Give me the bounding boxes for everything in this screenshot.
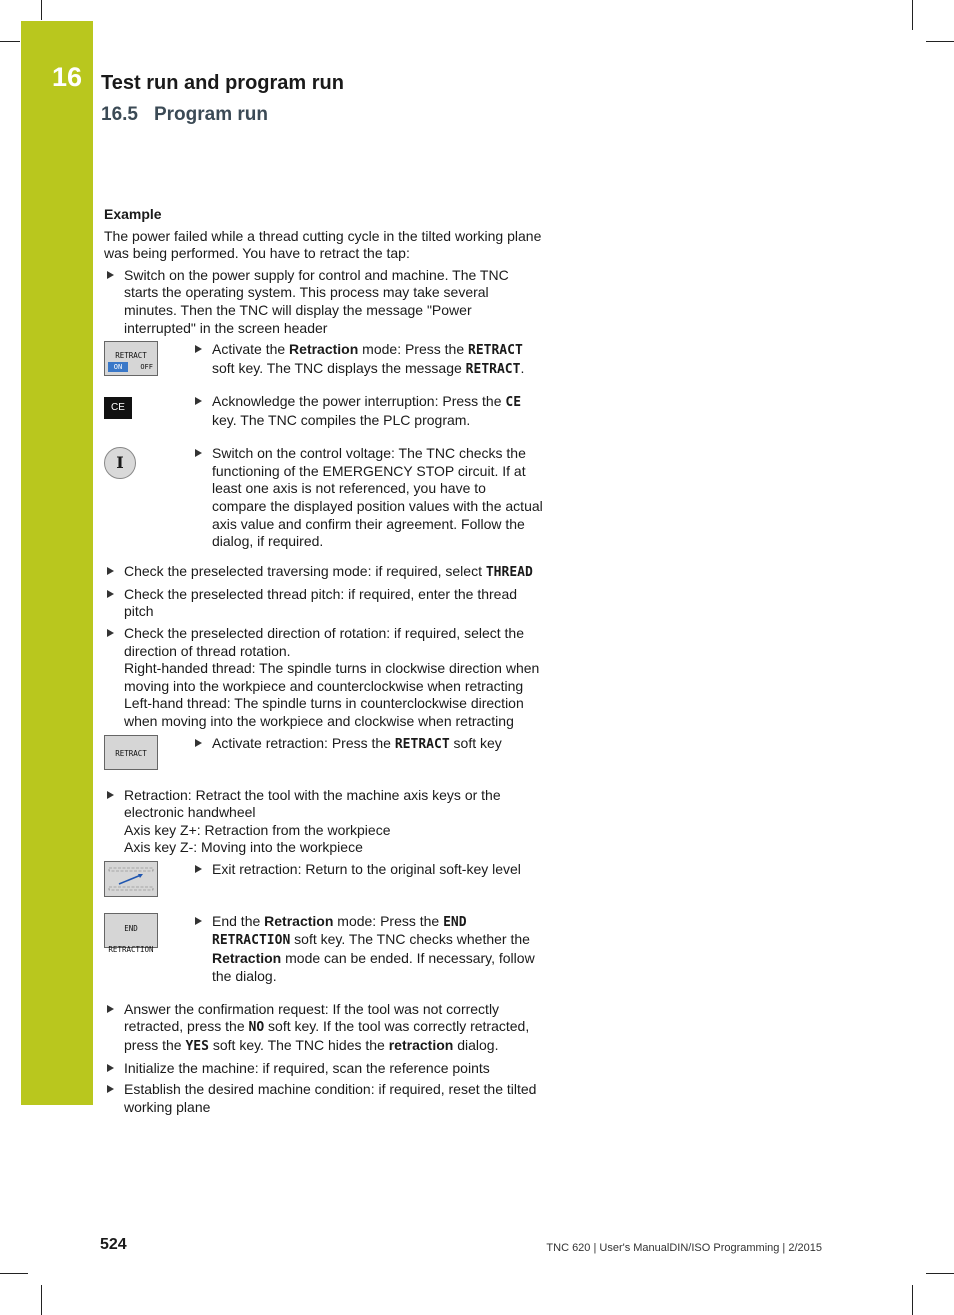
crop-mark: [912, 1285, 913, 1315]
example-content: [104, 206, 544, 1120]
step-end-retraction: [104, 913, 544, 1001]
crop-mark: [926, 41, 954, 42]
crop-mark: [926, 1273, 954, 1274]
chapter-title: Test run and program run: [101, 72, 344, 94]
end-retraction-instruction: End the Retraction mode: Press the END RETRACTION soft key. The TNC checks whether the Retraction mode can be ended. If necessary, follow the dialog.: [192, 913, 544, 985]
ce-instruction: Acknowledge the power interruption: Press the CE key. The TNC compiles the PLC program.: [192, 393, 544, 429]
step-ce: [104, 393, 544, 445]
control-voltage-key-icon: I: [104, 447, 136, 479]
step-establish: Establish the desired machine condition: if required, reset the tilted working plane: [104, 1081, 544, 1116]
step-check-rotation: Check the preselected direction of rotation: if required, select the direction of thread rotation. Right-handed thread: The spindle turns in clockwise direction when moving into the workpiece and counterclockwise when retracting Left-hand thread: The spindle turns in counterclockwise direction when moving into the workpiece and clockwise when retracting: [104, 625, 544, 731]
retract-softkey-icon: [104, 341, 158, 376]
footer-text: TNC 620 | User's ManualDIN/ISO Programming | 2/2015: [546, 1242, 822, 1254]
example-heading: Example: [104, 206, 162, 222]
retract-off-label: OFF: [140, 363, 153, 372]
activate-retraction-instruction: Activate retraction: Press the RETRACT soft key: [192, 735, 544, 754]
step-check-pitch: Check the preselected thread pitch: if required, enter the thread pitch: [104, 586, 544, 621]
softkey-level-arrow-icon: [105, 862, 157, 896]
ce-key-icon: CE: [104, 397, 132, 419]
crop-mark: [912, 0, 913, 30]
chapter-number: 16: [52, 62, 83, 92]
step-check-mode: Check the preselected traversing mode: if required, select THREAD: [104, 563, 544, 582]
step-power-on: Switch on the power supply for control and machine. The TNC starts the operating system. This process may take several minutes. Then the TNC will display the message "Power interrupted" in the screen header: [104, 267, 544, 337]
step-retract-mode: [104, 341, 544, 393]
chapter-sidebar: [21, 21, 93, 1105]
step-control-voltage: [104, 445, 544, 555]
crop-mark: [0, 41, 20, 42]
retract-softkey-label: RETRACT: [115, 351, 147, 361]
section-title-text: Program run: [153, 104, 269, 125]
retract-instruction: Activate the Retraction mode: Press the RETRACT soft key. The TNC displays the message RETRACT.: [192, 341, 544, 378]
crop-mark: [0, 1273, 28, 1274]
exit-retraction-instruction: Exit retraction: Return to the original soft-key level: [192, 861, 544, 879]
crop-mark: [41, 1285, 42, 1315]
softkey-level-icon: [104, 861, 158, 897]
control-voltage-instruction: Switch on the control voltage: The TNC checks the functioning of the EMERGENCY STOP circuit. If at least one axis is not referenced, you have to compare the displayed position values with the actual axis value and confirm their agreement. Follow the dialog, if required.: [192, 445, 544, 551]
step-answer: Answer the confirmation request: If the tool was not correctly retracted, press the NO soft key. If the tool was correctly retracted, press the YES soft key. The TNC hides the retraction dialog.: [104, 1001, 544, 1056]
section-number: 16.5: [101, 104, 138, 125]
end-retraction-softkey-icon: END RETRACTION: [104, 913, 158, 948]
crop-mark: [41, 0, 42, 20]
section-title: [101, 104, 268, 126]
page-number: 524: [100, 1236, 127, 1253]
step-activate-retraction: [104, 735, 544, 787]
step-initialize: Initialize the machine: if required, scan the reference points: [104, 1060, 544, 1078]
example-intro: The power failed while a thread cutting cycle in the tilted working plane was being performed. You have to retract the tap:: [104, 227, 542, 262]
step-retraction: Retraction: Retract the tool with the machine axis keys or the electronic handwheel Axis key Z+: Retraction from the workpiece Axis key Z-: Moving into the workpiece: [104, 787, 544, 857]
step-exit-retraction: [104, 861, 544, 913]
retract-on-label: ON: [108, 362, 128, 372]
retract-softkey-icon-2: RETRACT: [104, 735, 158, 770]
